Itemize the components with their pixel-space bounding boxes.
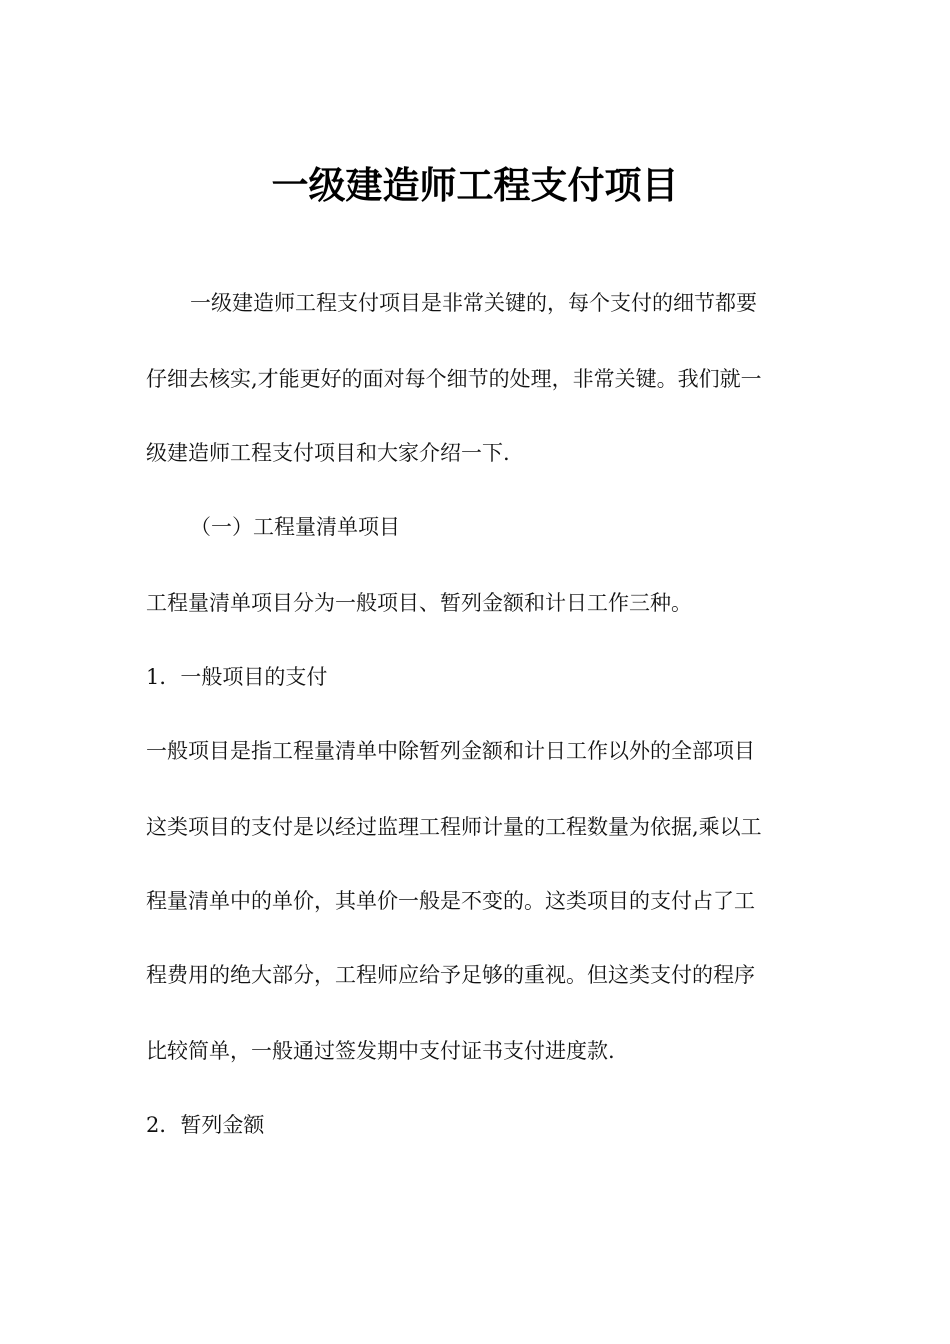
paragraph-line: 比较简单，一般通过签发期中支付证书支付进度款. [146, 1039, 615, 1063]
paragraph-line: 一般项目是指工程量清单中除暂列金额和计日工作以外的全部项目 [146, 739, 755, 763]
paragraph-line: 程费用的绝大部分，工程师应给予足够的重视。但这类支付的程序 [146, 963, 755, 987]
subsection-heading: 1．一般项目的支付 [146, 665, 328, 689]
document-title: 一级建造师工程支付项目 [271, 164, 679, 207]
paragraph-line: 仔细去核实,才能更好的面对每个细节的处理，非常关键。我们就一 [146, 367, 762, 391]
section-heading: （一）工程量清单项目 [190, 515, 400, 539]
paragraph-line: 级建造师工程支付项目和大家介绍一下. [146, 441, 510, 465]
paragraph-line: 工程量清单项目分为一般项目、暂列金额和计日工作三种。 [146, 591, 692, 615]
subsection-heading: 2．暂列金额 [146, 1113, 265, 1137]
paragraph-line: 程量清单中的单价，其单价一般是不变的。这类项目的支付占了工 [146, 889, 755, 913]
paragraph-line: 一级建造师工程支付项目是非常关键的，每个支付的细节都要 [190, 291, 757, 315]
paragraph-line: 这类项目的支付是以经过监理工程师计量的工程数量为依据,乘以工 [146, 815, 762, 839]
